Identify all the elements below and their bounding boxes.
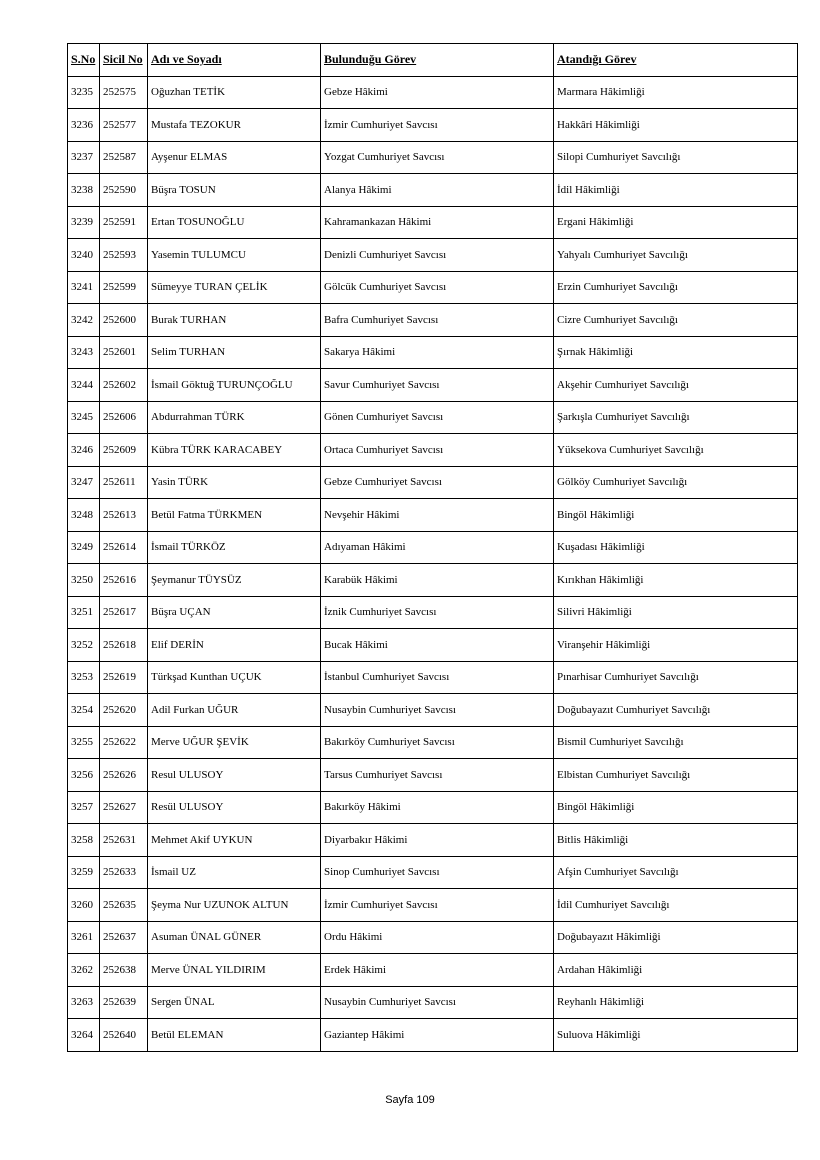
header-name: Adı ve Soyadı [148,44,321,77]
cell-sno: 3238 [68,174,100,207]
cell-name: İsmail UZ [148,856,321,889]
cell-current-post: İstanbul Cumhuriyet Savcısı [321,661,554,694]
cell-name: Sergen ÜNAL [148,986,321,1019]
cell-sno: 3245 [68,401,100,434]
cell-sicil-no: 252622 [100,726,148,759]
cell-name: Ayşenur ELMAS [148,141,321,174]
cell-current-post: Bafra Cumhuriyet Savcısı [321,304,554,337]
cell-sno: 3252 [68,629,100,662]
cell-sicil-no: 252618 [100,629,148,662]
table-row [68,76,798,109]
cell-current-post: Gebze Hâkimi [321,76,554,109]
table-row [68,1019,798,1052]
cell-name: Adil Furkan UĞUR [148,694,321,727]
cell-name: Merve UĞUR ŞEVİK [148,726,321,759]
table-row [68,889,798,922]
table-row [68,629,798,662]
cell-sno: 3251 [68,596,100,629]
cell-sicil-no: 252587 [100,141,148,174]
cell-current-post: Diyarbakır Hâkimi [321,824,554,857]
cell-assigned-post: Afşin Cumhuriyet Savcılığı [554,856,798,889]
cell-name: Asuman ÜNAL GÜNER [148,921,321,954]
cell-name: Selim TURHAN [148,336,321,369]
cell-current-post: Ortaca Cumhuriyet Savcısı [321,434,554,467]
table-row [68,661,798,694]
cell-sicil-no: 252639 [100,986,148,1019]
header-sno: S.No [68,44,100,77]
cell-assigned-post: Kuşadası Hâkimliği [554,531,798,564]
cell-assigned-post: İdil Cumhuriyet Savcılığı [554,889,798,922]
cell-assigned-post: Şırnak Hâkimliği [554,336,798,369]
table-row [68,986,798,1019]
table-row [68,531,798,564]
table-row [68,824,798,857]
cell-sicil-no: 252626 [100,759,148,792]
header-current-post: Bulunduğu Görev [321,44,554,77]
cell-sicil-no: 252593 [100,239,148,272]
cell-assigned-post: Doğubayazıt Hâkimliği [554,921,798,954]
table-row [68,466,798,499]
cell-sno: 3246 [68,434,100,467]
cell-sicil-no: 252635 [100,889,148,922]
cell-current-post: Karabük Hâkimi [321,564,554,597]
cell-sicil-no: 252599 [100,271,148,304]
cell-current-post: Denizli Cumhuriyet Savcısı [321,239,554,272]
cell-sno: 3261 [68,921,100,954]
cell-name: İsmail Göktuğ TURUNÇOĞLU [148,369,321,402]
table-row [68,564,798,597]
cell-name: Elif DERİN [148,629,321,662]
cell-sicil-no: 252590 [100,174,148,207]
cell-sno: 3253 [68,661,100,694]
cell-current-post: Bucak Hâkimi [321,629,554,662]
cell-current-post: Gönen Cumhuriyet Savcısı [321,401,554,434]
cell-sno: 3235 [68,76,100,109]
cell-sicil-no: 252577 [100,109,148,142]
cell-assigned-post: Bingöl Hâkimliği [554,499,798,532]
cell-sno: 3248 [68,499,100,532]
cell-name: Türkşad Kunthan UÇUK [148,661,321,694]
cell-assigned-post: Cizre Cumhuriyet Savcılığı [554,304,798,337]
cell-current-post: Sakarya Hâkimi [321,336,554,369]
cell-assigned-post: Bismil Cumhuriyet Savcılığı [554,726,798,759]
table-row [68,271,798,304]
table-row [68,694,798,727]
cell-sicil-no: 252616 [100,564,148,597]
cell-sno: 3263 [68,986,100,1019]
cell-current-post: Adıyaman Hâkimi [321,531,554,564]
cell-sicil-no: 252633 [100,856,148,889]
table-header-row [68,44,798,77]
cell-assigned-post: Viranşehir Hâkimliği [554,629,798,662]
cell-sicil-no: 252620 [100,694,148,727]
cell-sicil-no: 252591 [100,206,148,239]
cell-name: Şeyma Nur UZUNOK ALTUN [148,889,321,922]
cell-sicil-no: 252613 [100,499,148,532]
cell-sno: 3255 [68,726,100,759]
table-row [68,336,798,369]
table-row [68,304,798,337]
cell-name: Mustafa TEZOKUR [148,109,321,142]
cell-assigned-post: Yahyalı Cumhuriyet Savcılığı [554,239,798,272]
cell-assigned-post: Silopi Cumhuriyet Savcılığı [554,141,798,174]
cell-name: Oğuzhan TETİK [148,76,321,109]
cell-name: İsmail TÜRKÖZ [148,531,321,564]
cell-sno: 3237 [68,141,100,174]
table-row [68,434,798,467]
cell-sno: 3240 [68,239,100,272]
table-row [68,499,798,532]
cell-sicil-no: 252638 [100,954,148,987]
table-body [68,76,798,1051]
cell-name: Yasemin TULUMCU [148,239,321,272]
cell-name: Ertan TOSUNOĞLU [148,206,321,239]
cell-sno: 3264 [68,1019,100,1052]
cell-name: Sümeyye TURAN ÇELİK [148,271,321,304]
cell-sno: 3258 [68,824,100,857]
cell-name: Betül Fatma TÜRKMEN [148,499,321,532]
cell-assigned-post: Ardahan Hâkimliği [554,954,798,987]
cell-sicil-no: 252611 [100,466,148,499]
cell-name: Büşra TOSUN [148,174,321,207]
cell-assigned-post: Akşehir Cumhuriyet Savcılığı [554,369,798,402]
cell-sno: 3262 [68,954,100,987]
cell-current-post: Gaziantep Hâkimi [321,1019,554,1052]
cell-sno: 3243 [68,336,100,369]
table-row [68,141,798,174]
cell-sno: 3249 [68,531,100,564]
cell-sno: 3254 [68,694,100,727]
cell-name: Büşra UÇAN [148,596,321,629]
cell-assigned-post: Ergani Hâkimliği [554,206,798,239]
cell-sicil-no: 252614 [100,531,148,564]
cell-assigned-post: Suluova Hâkimliği [554,1019,798,1052]
cell-name: Yasin TÜRK [148,466,321,499]
cell-sno: 3242 [68,304,100,337]
cell-sicil-no: 252617 [100,596,148,629]
cell-current-post: Tarsus Cumhuriyet Savcısı [321,759,554,792]
cell-current-post: Ordu Hâkimi [321,921,554,954]
cell-sno: 3241 [68,271,100,304]
cell-current-post: İzmir Cumhuriyet Savcısı [321,889,554,922]
cell-assigned-post: Silivri Hâkimliği [554,596,798,629]
cell-current-post: İznik Cumhuriyet Savcısı [321,596,554,629]
cell-sicil-no: 252575 [100,76,148,109]
cell-assigned-post: Erzin Cumhuriyet Savcılığı [554,271,798,304]
cell-sicil-no: 252637 [100,921,148,954]
table-row [68,856,798,889]
cell-sno: 3250 [68,564,100,597]
cell-sno: 3259 [68,856,100,889]
cell-current-post: Kahramankazan Hâkimi [321,206,554,239]
table-row [68,596,798,629]
table-row [68,239,798,272]
cell-name: Abdurrahman TÜRK [148,401,321,434]
cell-sicil-no: 252627 [100,791,148,824]
cell-sicil-no: 252609 [100,434,148,467]
cell-name: Burak TURHAN [148,304,321,337]
cell-sicil-no: 252619 [100,661,148,694]
table-row [68,726,798,759]
table-row [68,109,798,142]
cell-assigned-post: Şarkışla Cumhuriyet Savcılığı [554,401,798,434]
cell-current-post: Sinop Cumhuriyet Savcısı [321,856,554,889]
table-row [68,401,798,434]
cell-assigned-post: Reyhanlı Hâkimliği [554,986,798,1019]
cell-name: Resül ULUSOY [148,791,321,824]
page-number: Sayfa 109 [385,1094,435,1106]
cell-name: Şeymanur TÜYSÜZ [148,564,321,597]
cell-sno: 3256 [68,759,100,792]
table-row [68,921,798,954]
cell-assigned-post: İdil Hâkimliği [554,174,798,207]
cell-name: Mehmet Akif UYKUN [148,824,321,857]
cell-current-post: Nusaybin Cumhuriyet Savcısı [321,986,554,1019]
cell-name: Resul ULUSOY [148,759,321,792]
cell-assigned-post: Kırıkhan Hâkimliği [554,564,798,597]
cell-assigned-post: Yüksekova Cumhuriyet Savcılığı [554,434,798,467]
table-row [68,954,798,987]
cell-sicil-no: 252602 [100,369,148,402]
cell-sno: 3260 [68,889,100,922]
cell-sicil-no: 252631 [100,824,148,857]
cell-current-post: Gebze Cumhuriyet Savcısı [321,466,554,499]
header-assigned-post: Atandığı Görev [554,44,798,77]
cell-sicil-no: 252606 [100,401,148,434]
cell-assigned-post: Bingöl Hâkimliği [554,791,798,824]
cell-current-post: İzmir Cumhuriyet Savcısı [321,109,554,142]
header-sicil-no: Sicil No [100,44,148,77]
cell-current-post: Bakırköy Cumhuriyet Savcısı [321,726,554,759]
cell-assigned-post: Bitlis Hâkimliği [554,824,798,857]
table-row [68,759,798,792]
cell-sno: 3244 [68,369,100,402]
appointment-table [67,43,798,1052]
cell-assigned-post: Elbistan Cumhuriyet Savcılığı [554,759,798,792]
cell-assigned-post: Marmara Hâkimliği [554,76,798,109]
cell-assigned-post: Hakkâri Hâkimliği [554,109,798,142]
cell-current-post: Savur Cumhuriyet Savcısı [321,369,554,402]
cell-current-post: Alanya Hâkimi [321,174,554,207]
cell-name: Merve ÜNAL YILDIRIM [148,954,321,987]
cell-current-post: Bakırköy Hâkimi [321,791,554,824]
cell-sno: 3247 [68,466,100,499]
cell-name: Betül ELEMAN [148,1019,321,1052]
table-row [68,206,798,239]
table-row [68,369,798,402]
cell-current-post: Nevşehir Hâkimi [321,499,554,532]
table-row [68,174,798,207]
cell-sno: 3257 [68,791,100,824]
cell-sicil-no: 252600 [100,304,148,337]
cell-current-post: Erdek Hâkimi [321,954,554,987]
cell-current-post: Yozgat Cumhuriyet Savcısı [321,141,554,174]
cell-sicil-no: 252640 [100,1019,148,1052]
cell-sno: 3239 [68,206,100,239]
cell-assigned-post: Doğubayazıt Cumhuriyet Savcılığı [554,694,798,727]
cell-assigned-post: Pınarhisar Cumhuriyet Savcılığı [554,661,798,694]
cell-current-post: Nusaybin Cumhuriyet Savcısı [321,694,554,727]
cell-sicil-no: 252601 [100,336,148,369]
table-row [68,791,798,824]
cell-current-post: Gölcük Cumhuriyet Savcısı [321,271,554,304]
cell-assigned-post: Gölköy Cumhuriyet Savcılığı [554,466,798,499]
cell-name: Kübra TÜRK KARACABEY [148,434,321,467]
cell-sno: 3236 [68,109,100,142]
